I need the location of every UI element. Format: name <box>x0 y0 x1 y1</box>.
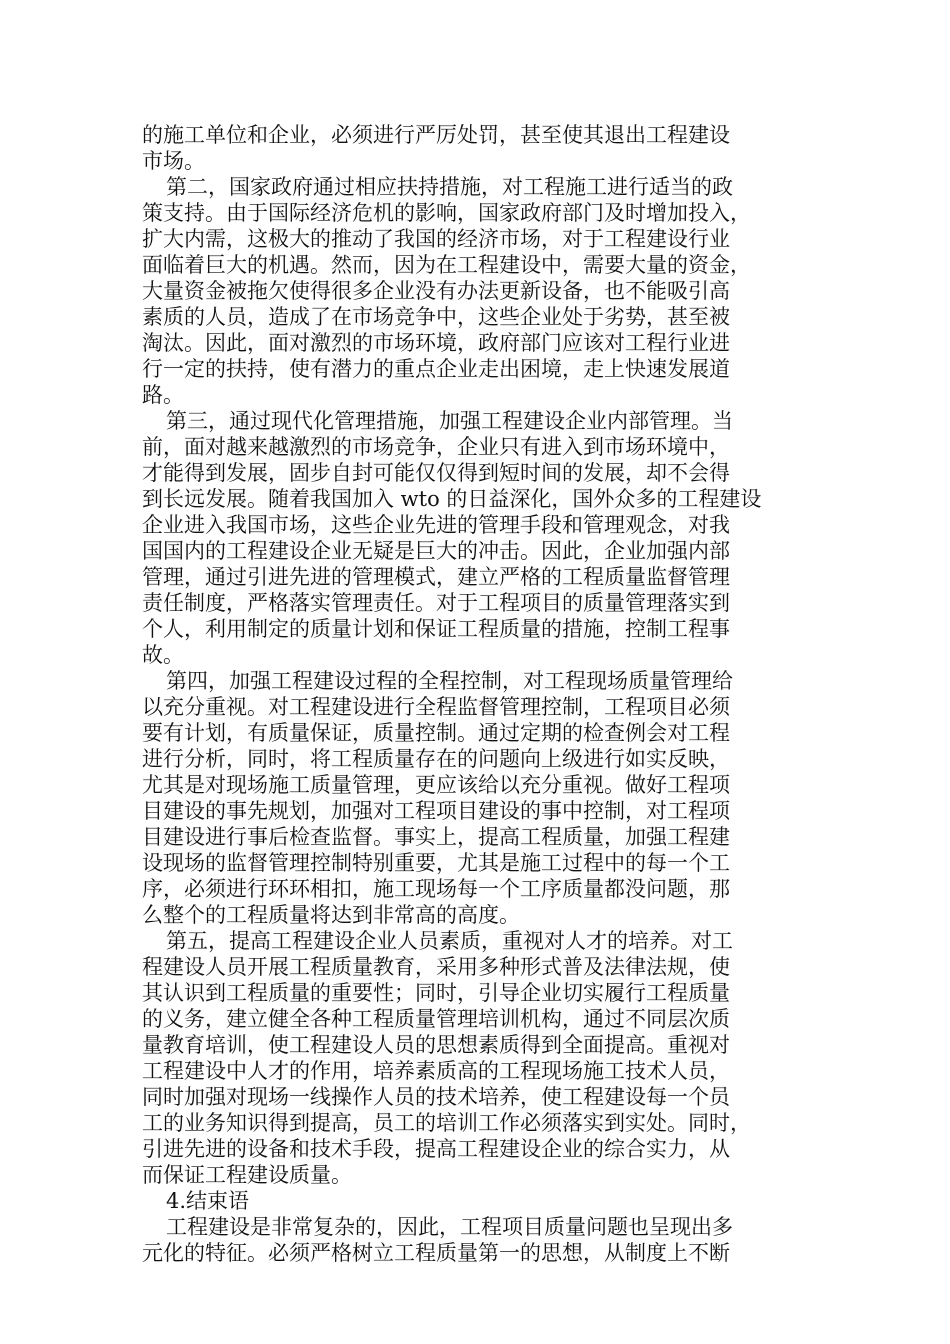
text-line: 工程建设中人才的作用，培养素质高的工程现场施工技术人员， <box>142 1059 730 1083</box>
text-line: 目建设进行事后检查监督。事实上，提高工程质量，加强工程建 <box>142 825 730 849</box>
text-line: 到长远发展。随着我国加入 wto 的日益深化，国外众多的工程建设 <box>142 487 762 511</box>
text-line: 才能得到发展，固步自封可能仅仅得到短时间的发展，却不会得 <box>142 461 730 485</box>
paragraph-start-line: 第二，国家政府通过相应扶持措施，对工程施工进行适当的政 <box>166 175 733 199</box>
text-line: 要有计划，有质量保证，质量控制。通过定期的检查例会对工程 <box>142 721 730 745</box>
text-line: 其认识到工程质量的重要性；同时，引导企业切实履行工程质量 <box>142 981 730 1005</box>
text-line: 以充分重视。对工程建设进行全程监督管理控制，工程项目必须 <box>142 695 730 719</box>
text-line: 目建设的事先规划，加强对工程项目建设的事中控制，对工程项 <box>142 799 730 823</box>
text-line: 引进先进的设备和技术手段，提高工程建设企业的综合实力，从 <box>142 1137 730 1161</box>
text-line: 市场。 <box>142 149 205 173</box>
text-line: 尤其是对现场施工质量管理，更应该给以充分重视。做好工程项 <box>142 773 730 797</box>
text-line: 序，必须进行环环相扣，施工现场每一个工序质量都没问题，那 <box>142 877 730 901</box>
text-line: 大量资金被拖欠使得很多企业没有办法更新设备，也不能吸引高 <box>142 279 730 303</box>
text-line: 策支持。由于国际经济危机的影响，国家政府部门及时增加投入， <box>142 201 751 225</box>
text-line: 淘汰。因此，面对激烈的市场环境，政府部门应该对工程行业进 <box>142 331 730 355</box>
text-line: 个人，利用制定的质量计划和保证工程质量的措施，控制工程事 <box>142 617 730 641</box>
text-line: 管理，通过引进先进的管理模式，建立严格的工程质量监督管理 <box>142 565 730 589</box>
text-line: 么整个的工程质量将达到非常高的高度。 <box>142 903 520 927</box>
paragraph-start-line: 工程建设是非常复杂的，因此，工程项目质量问题也呈现出多 <box>166 1215 733 1239</box>
text-line: 的施工单位和企业，必须进行严厉处罚，甚至使其退出工程建设 <box>142 123 730 147</box>
text-line: 而保证工程建设质量。 <box>142 1163 352 1187</box>
paragraph-start-line: 第五，提高工程建设企业人员素质，重视对人才的培养。对工 <box>166 929 733 953</box>
text-line: 故。 <box>142 643 184 667</box>
paragraph-start-line: 第四，加强工程建设过程的全程控制，对工程现场质量管理给 <box>166 669 733 693</box>
text-line: 程建设人员开展工程质量教育，采用多种形式普及法律法规，使 <box>142 955 730 979</box>
text-line: 面临着巨大的机遇。然而，因为在工程建设中，需要大量的资金， <box>142 253 751 277</box>
document-body <box>142 122 802 1266</box>
text-line: 的义务，建立健全各种工程质量管理培训机构，通过不同层次质 <box>142 1007 730 1031</box>
text-line: 同时加强对现场一线操作人员的技术培养，使工程建设每一个员 <box>142 1085 730 1109</box>
text-line: 量教育培训，使工程建设人员的思想素质得到全面提高。重视对 <box>142 1033 730 1057</box>
text-line: 素质的人员，造成了在市场竞争中，这些企业处于劣势，甚至被 <box>142 305 730 329</box>
paragraph-start-line: 第三，通过现代化管理措施，加强工程建设企业内部管理。当 <box>166 409 733 433</box>
text-line: 元化的特征。必须严格树立工程质量第一的思想，从制度上不断 <box>142 1241 730 1265</box>
text-line: 企业进入我国市场，这些企业先进的管理手段和管理观念，对我 <box>142 513 730 537</box>
text-line: 进行分析，同时，将工程质量存在的问题向上级进行如实反映， <box>142 747 730 771</box>
text-line: 扩大内需，这极大的推动了我国的经济市场，对于工程建设行业 <box>142 227 730 251</box>
text-line: 责任制度，严格落实管理责任。对于工程项目的质量管理落实到 <box>142 591 730 615</box>
text-line: 行一定的扶持，使有潜力的重点企业走出困境，走上快速发展道 <box>142 357 730 381</box>
text-line: 路。 <box>142 383 184 407</box>
text-line: 国国内的工程建设企业无疑是巨大的冲击。因此，企业加强内部 <box>142 539 730 563</box>
section-heading: 4.结束语 <box>166 1189 250 1213</box>
text-line: 设现场的监督管理控制特别重要，尤其是施工过程中的每一个工 <box>142 851 730 875</box>
text-line: 前，面对越来越激烈的市场竞争，企业只有进入到市场环境中， <box>142 435 730 459</box>
text-line: 工的业务知识得到提高，员工的培训工作必须落实到实处。同时， <box>142 1111 751 1135</box>
